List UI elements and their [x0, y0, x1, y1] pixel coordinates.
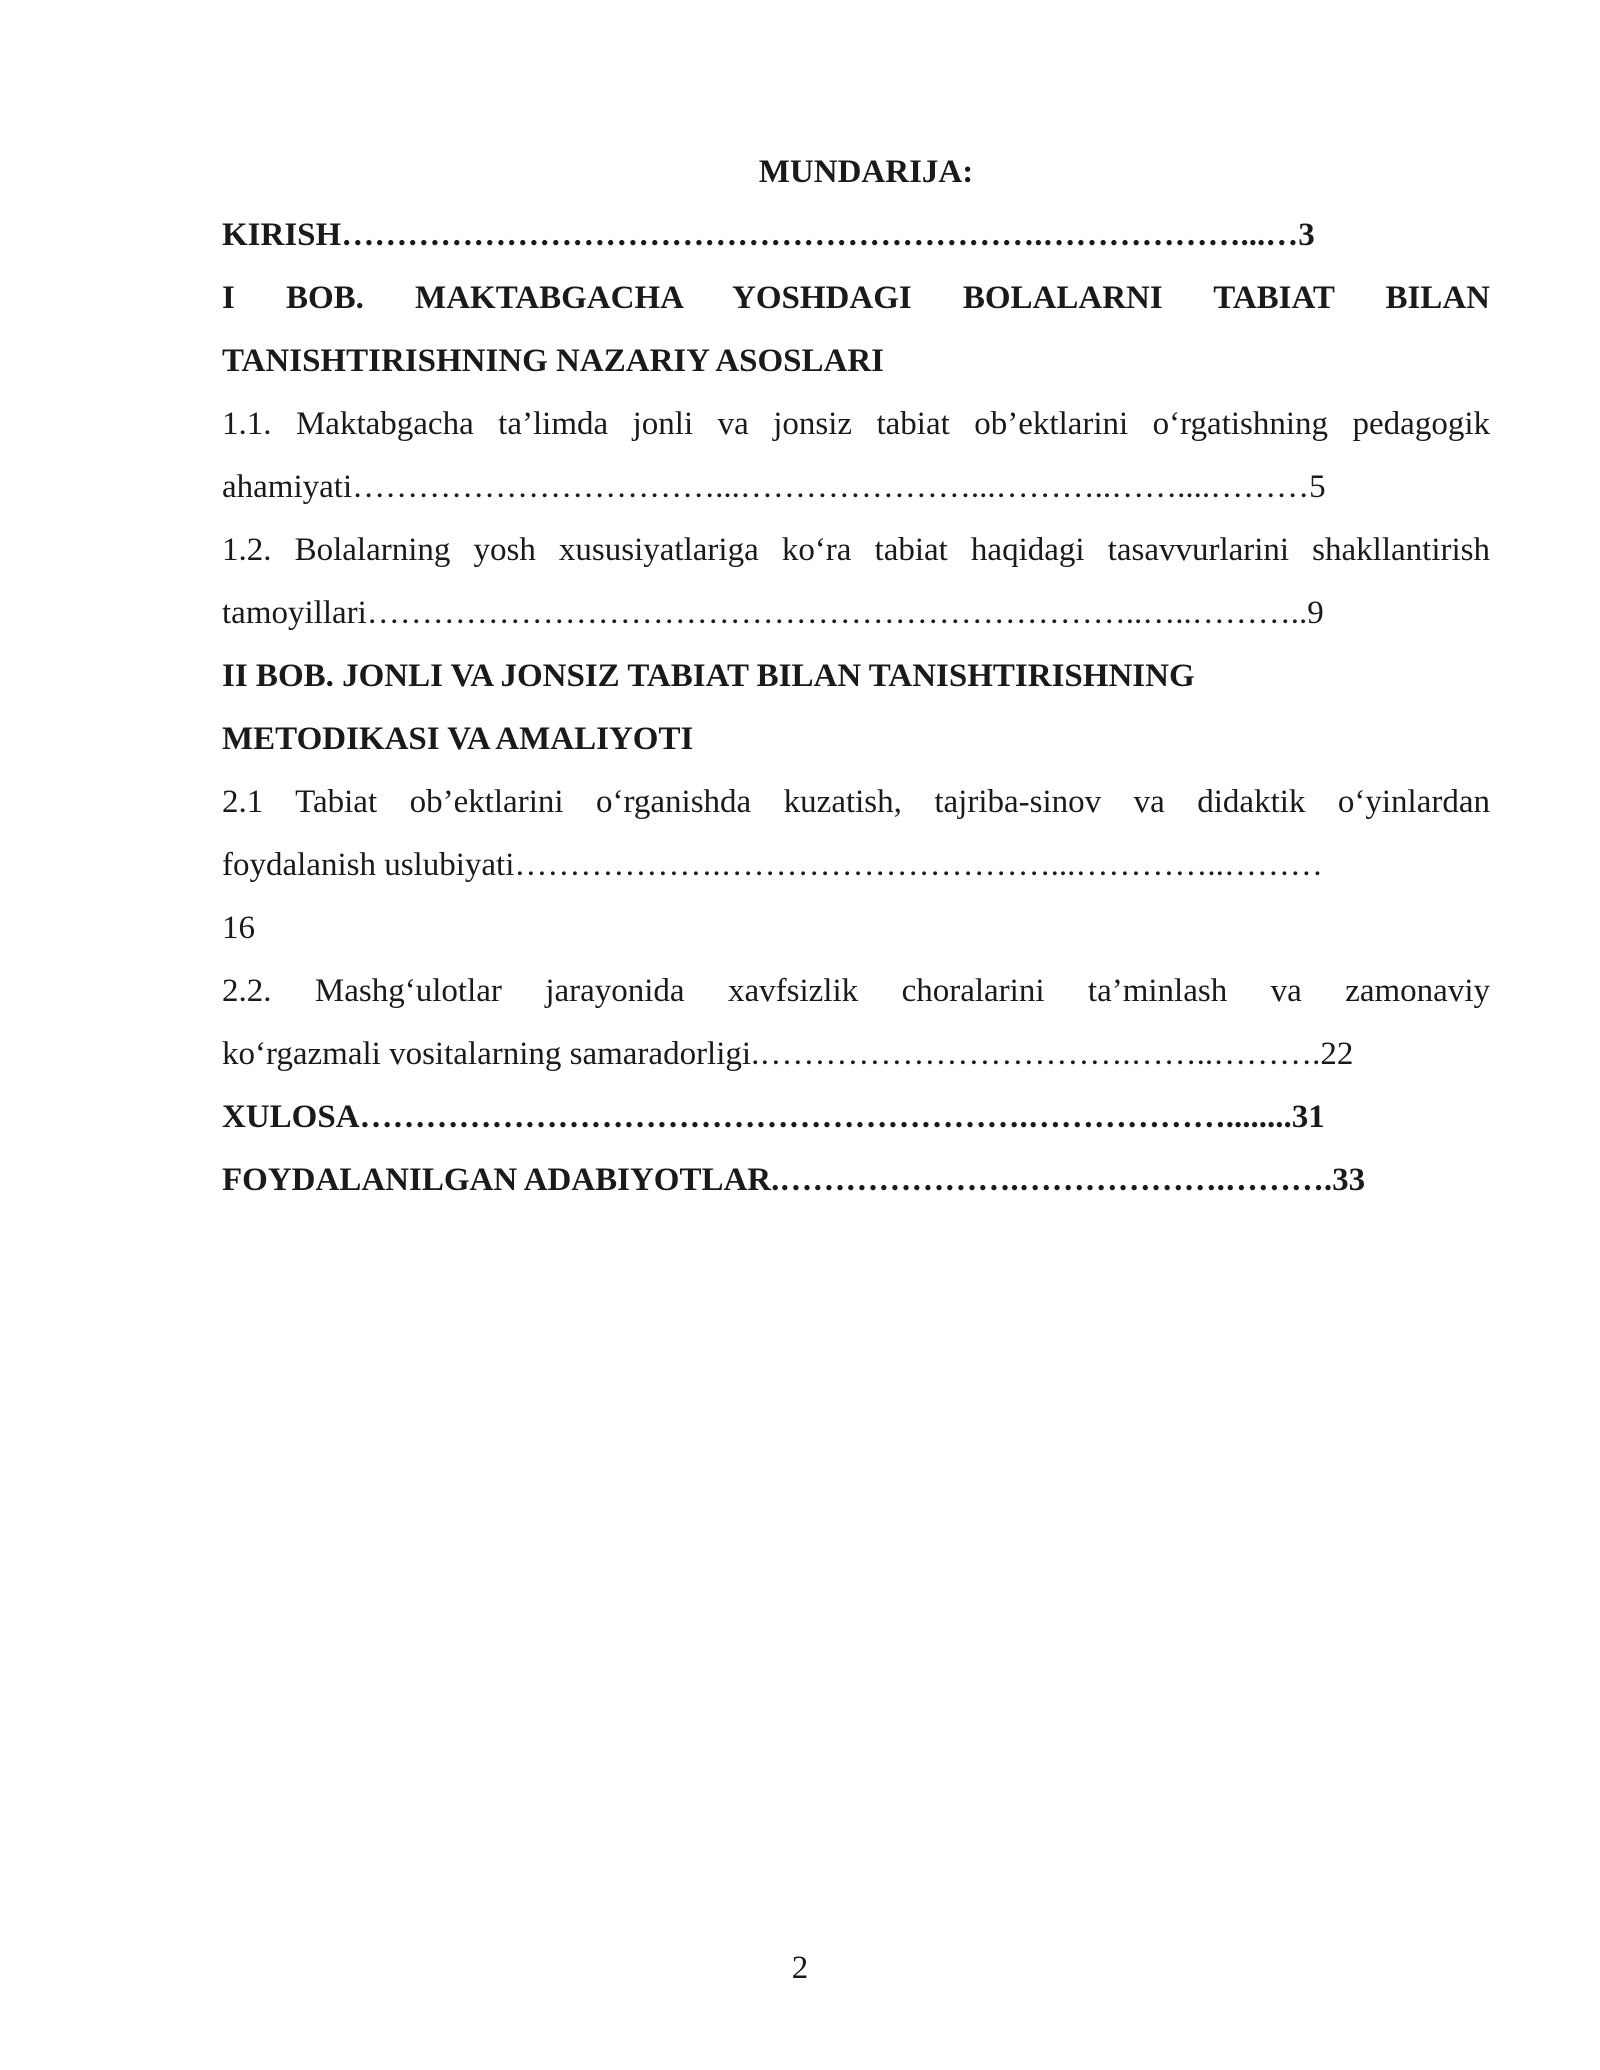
- toc-chapter-1-title-cont: TANISHTIRISHNING NAZARIY ASOSLARI: [222, 343, 884, 379]
- toc-section-1-2: 1.2. Bolalarning yosh xususiyatlariga ko‘ra tabiat haqidagi tasavvurlarini shakllantirish: [222, 532, 1490, 568]
- toc-heading: MUNDARIJA:: [758, 154, 974, 190]
- toc-chapter-2-title-cont: METODIKASI VA AMALIYOTI: [222, 721, 694, 757]
- toc-section-2-2: 2.2. Mashg‘ulotlar jarayonida xavfsizlik choralarini ta’minlash va zamonaviy: [222, 973, 1490, 1009]
- toc-section-1-1-cont: ahamiyati……………………………...…………………...………..……....………5: [222, 469, 1326, 505]
- table-of-contents: [222, 141, 1490, 1212]
- toc-section-1-1: 1.1. Maktabgacha ta’limda jonli va jonsiz tabiat ob’ektlarini o‘rgatishning pedagogik: [222, 406, 1490, 442]
- toc-section-2-1-cont: foydalanish uslubiyati……………….…………………………...…………..………: [222, 847, 1323, 883]
- toc-chapter-1-title: I BOB. MAKTABGACHA YOSHDAGI BOLALARNI TABIAT BILAN: [222, 280, 1490, 316]
- toc-section-2-1: 2.1 Tabiat ob’ektlarini o‘rganishda kuzatish, tajriba-sinov va didaktik o‘yinlardan: [222, 784, 1490, 820]
- toc-section-1-2-cont: tamoyillari……………………………………………………………..…..………..9: [222, 595, 1324, 631]
- toc-entry-adabiyotlar: FOYDALANILGAN ADABIYOTLAR.………………….……………….……….33: [222, 1162, 1366, 1198]
- page-number: 2: [791, 1950, 809, 1986]
- toc-entry-xulosa: XULOSA…………………………………………………….………………........31: [222, 1099, 1325, 1135]
- toc-chapter-2-title: II BOB. JONLI VA JONSIZ TABIAT BILAN TANISHTIRISHNING: [222, 658, 1195, 694]
- toc-entry-kirish: KIRISH……………………………………………………….………………...…3: [222, 217, 1315, 253]
- toc-section-2-2-cont: ko‘rgazmali vositalarning samaradorligi.…………………………….……..……….22: [222, 1036, 1354, 1072]
- toc-section-2-1-page: 16: [222, 910, 255, 946]
